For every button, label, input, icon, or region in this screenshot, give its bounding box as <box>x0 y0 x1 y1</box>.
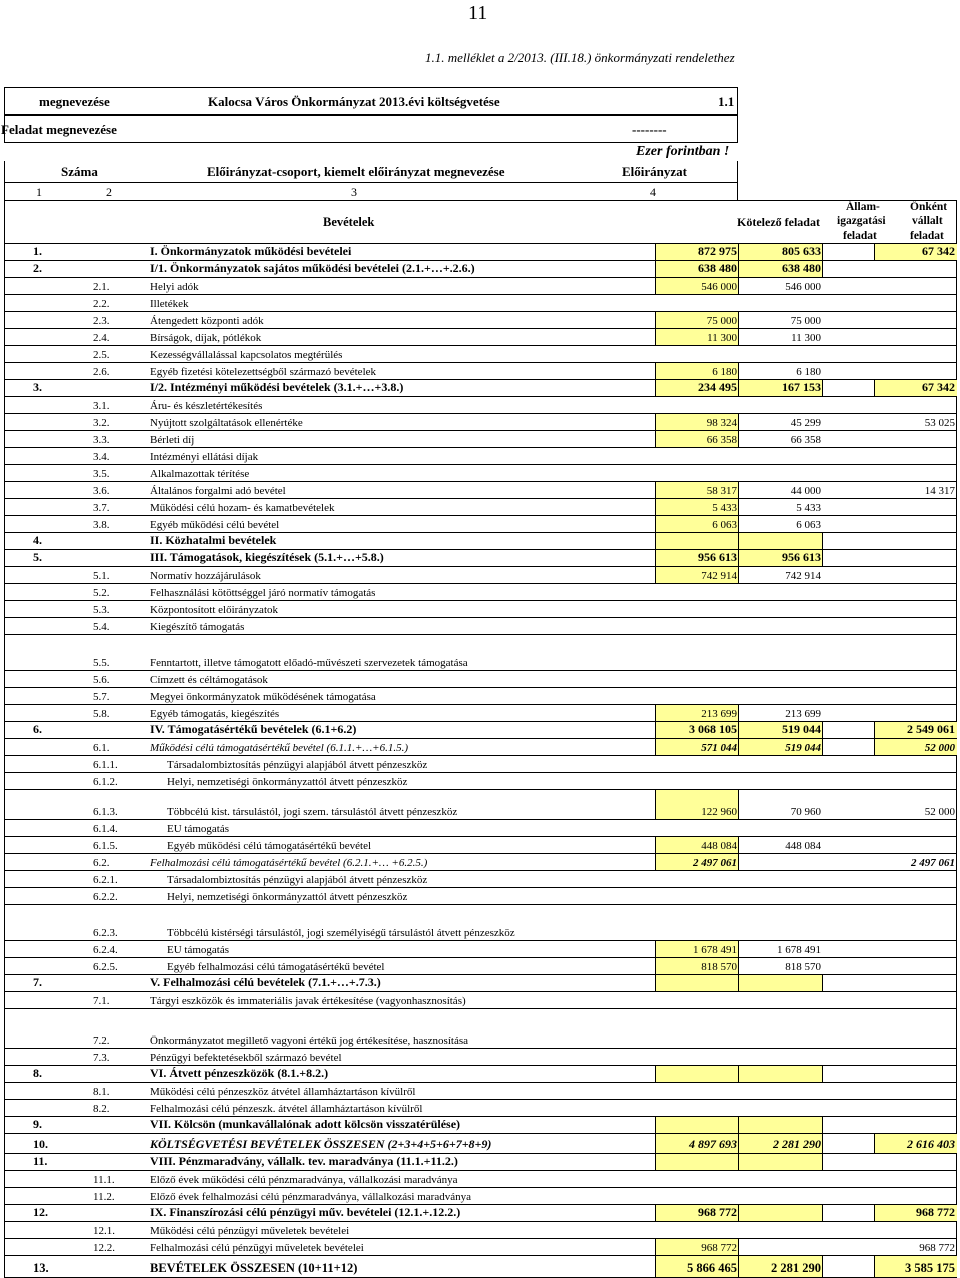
highlight-cell <box>655 1171 739 1187</box>
row-name: EU támogatás <box>167 823 230 835</box>
allam-heading-3: feladat <box>843 230 877 242</box>
row-subnumber: 5.6. <box>93 674 110 686</box>
value-kotelezo-total: 5 433 <box>712 502 737 514</box>
value-allamigazgatasi: 638 480 <box>782 261 821 275</box>
highlight-cell <box>655 888 739 904</box>
table-row <box>5 567 956 584</box>
row-subnumber: 6.1.2. <box>93 776 118 788</box>
row-number: 1. <box>33 244 42 258</box>
task-row <box>1 115 738 143</box>
highlight-cell <box>655 1100 739 1116</box>
row-name: Működési célú pénzeszköz átvétel államháztartáson kívülről <box>150 1086 416 1098</box>
highlight-cell <box>655 820 739 836</box>
col-group: Előirányzat-csoport, kiemelt előirányzat megnevezése <box>207 164 505 179</box>
value-kotelezo-total: 1 678 491 <box>693 944 737 956</box>
value-onkent-vallalt: 2 497 061 <box>911 857 955 869</box>
revenue-rows <box>5 244 956 1278</box>
highlight-cell <box>655 295 739 311</box>
value-kotelezo-total: 98 324 <box>706 417 737 429</box>
highlight-cell <box>655 992 739 1008</box>
column-header-row <box>4 161 738 183</box>
value-onkent-vallalt: 14 317 <box>924 485 955 497</box>
table-row <box>5 414 956 431</box>
row-subnumber: 6.1.4. <box>93 823 118 835</box>
table-row <box>5 688 956 705</box>
table-row <box>5 601 956 618</box>
table-row <box>5 941 956 958</box>
allam-heading-1: Állam- <box>846 201 880 213</box>
highlight-cell <box>655 1066 739 1082</box>
document-title: Kalocsa Város Önkormányzat 2013.évi költségvetése <box>208 94 500 109</box>
row-name: Tárgyi eszközök és immateriális javak értékesítése (vagyonhasznosítás) <box>150 995 466 1007</box>
row-name: Megyei önkormányzatok működésének támogatása <box>150 691 376 703</box>
highlight-cell <box>655 465 739 481</box>
highlight-cell <box>655 688 739 704</box>
row-subnumber: 11.1. <box>93 1174 115 1186</box>
row-name: Átengedett központi adók <box>150 315 264 327</box>
row-subnumber: 6.1.3. <box>93 806 118 818</box>
table-row <box>5 584 956 601</box>
row-subnumber: 6.2.1. <box>93 874 118 886</box>
row-name: Általános forgalmi adó bevétel <box>150 485 286 497</box>
row-name: Egyéb felhalmozási célú támogatásértékű bevétel <box>167 961 385 973</box>
value-kotelezo-total: 234 495 <box>698 380 737 394</box>
highlight-cell <box>739 1205 823 1221</box>
table-row <box>5 1117 956 1134</box>
row-subnumber: 3.4. <box>93 451 110 463</box>
value-kotelezo-total: 75 000 <box>706 315 737 327</box>
table-row <box>5 550 956 567</box>
highlight-cell <box>655 1188 739 1204</box>
row-name: Helyi, nemzetiségi önkormányzattól átvett pénzeszköz <box>167 776 408 788</box>
row-name: Működési célú támogatásértékű bevétel (6.1.1.+…+6.1.5.) <box>150 742 409 754</box>
col-num-4: 4 <box>650 185 656 199</box>
row-name: Többcélú kistérségi társulástól, jogi személyiségű társulástól átvett pénzeszköz <box>167 927 515 939</box>
highlight-cell <box>655 1049 739 1065</box>
allam-heading-2: igazgatási <box>837 215 886 227</box>
table-row <box>5 363 956 380</box>
table-row <box>5 278 956 295</box>
value-allamigazgatasi: 213 699 <box>785 708 821 720</box>
row-name: Normatív hozzájárulások <box>150 570 261 582</box>
value-allamigazgatasi: 11 300 <box>791 332 821 344</box>
row-subnumber: 6.1.5. <box>93 840 118 852</box>
row-name: Intézményi ellátási díjak <box>150 451 259 463</box>
row-subnumber: 6.1. <box>93 742 110 754</box>
highlight-cell <box>655 346 739 362</box>
value-allamigazgatasi: 2 281 290 <box>773 1137 821 1151</box>
value-allamigazgatasi: 519 044 <box>782 722 821 736</box>
row-name: Működési célú hozam- és kamatbevételek <box>150 502 335 514</box>
value-onkent-vallalt: 968 772 <box>916 1205 955 1219</box>
row-name: Előző évek működési célú pénzmaradványa, vállalkozási maradványa <box>150 1174 458 1186</box>
value-kotelezo-total: 872 975 <box>698 244 737 258</box>
row-subnumber: 6.2.5. <box>93 961 118 973</box>
value-kotelezo-total: 6 063 <box>712 519 737 531</box>
row-name: Helyi, nemzetiségi önkormányzattól átvett pénzeszköz <box>167 891 408 903</box>
highlight-cell <box>655 635 739 670</box>
row-subnumber: 3.8. <box>93 519 110 531</box>
value-kotelezo-total: 546 000 <box>701 281 737 293</box>
row-subnumber: 6.2.4. <box>93 944 118 956</box>
table-row <box>5 705 956 722</box>
table-row <box>5 397 956 414</box>
row-name: Egyéb támogatás, kiegészítés <box>150 708 280 720</box>
table-row <box>5 837 956 854</box>
table-row <box>5 1009 956 1049</box>
table-row <box>5 482 956 499</box>
highlight-cell <box>739 533 823 549</box>
row-name: I/1. Önkormányzatok sajátos működési bevételei (2.1.+…+.2.6.) <box>150 261 475 275</box>
table-row <box>5 671 956 688</box>
table-row <box>5 295 956 312</box>
row-name: IV. Támogatásértékű bevételek (6.1+6.2) <box>150 722 357 736</box>
value-allamigazgatasi: 1 678 491 <box>777 944 821 956</box>
value-allamigazgatasi: 519 044 <box>785 742 821 754</box>
value-allamigazgatasi: 546 000 <box>785 281 821 293</box>
table-row <box>5 1066 956 1083</box>
table-row <box>5 380 956 397</box>
table-row <box>5 975 956 992</box>
currency-note: Ezer forintban ! <box>636 144 730 159</box>
table-row <box>5 516 956 533</box>
table-row <box>5 756 956 773</box>
table-row <box>5 1171 956 1188</box>
row-name: Pénzügyi befektetésekből származó bevétel <box>150 1052 342 1064</box>
table-row <box>5 618 956 635</box>
bevetelek-heading: Bevételek <box>323 215 375 229</box>
row-subnumber: 12.1. <box>93 1225 115 1237</box>
row-subnumber: 5.8. <box>93 708 110 720</box>
value-kotelezo-total: 818 570 <box>701 961 737 973</box>
row-name: I/2. Intézményi működési bevételek (3.1.+…+3.8.) <box>150 380 404 394</box>
table-row <box>5 790 956 820</box>
row-subnumber: 5.4. <box>93 621 110 633</box>
row-number: 8. <box>33 1066 42 1080</box>
row-subnumber: 8.1. <box>93 1086 110 1098</box>
table-row <box>5 244 956 261</box>
row-name: VIII. Pénzmaradvány, vállalk. tev. maradványa (11.1.+11.2.) <box>150 1154 458 1168</box>
onkent-heading-2: vállalt <box>912 215 943 227</box>
value-allamigazgatasi: 167 153 <box>782 380 821 394</box>
table-row <box>5 1239 956 1256</box>
row-subnumber: 2.4. <box>93 332 110 344</box>
highlight-cell <box>655 773 739 789</box>
value-allamigazgatasi: 805 633 <box>782 244 821 258</box>
col-eloiranyzat: Előirányzat <box>622 164 687 179</box>
highlight-cell <box>655 584 739 600</box>
value-allamigazgatasi: 75 000 <box>790 315 821 327</box>
value-onkent-vallalt: 52 000 <box>924 742 955 754</box>
value-kotelezo-total: 11 300 <box>707 332 737 344</box>
row-subnumber: 2.5. <box>93 349 110 361</box>
table-row <box>5 854 956 871</box>
row-name: Önkormányzatot megillető vagyoni értékű jog értékesítése, hasznosítása <box>150 1035 468 1047</box>
row-subnumber: 5.3. <box>93 604 110 616</box>
row-name: Egyéb működési célú támogatásértékű bevétel <box>167 840 372 852</box>
highlight-cell <box>739 975 823 991</box>
row-subnumber: 2.2. <box>93 298 110 310</box>
table-row <box>5 448 956 465</box>
annex-note: 1.1. melléklet a 2/2013. (III.18.) önkormányzati rendelethez <box>425 50 735 65</box>
row-subnumber: 2.6. <box>93 366 110 378</box>
row-subnumber: 7.3. <box>93 1052 110 1064</box>
value-allamigazgatasi: 818 570 <box>785 961 821 973</box>
table-row <box>5 1188 956 1205</box>
row-name: Központosított előirányzatok <box>150 604 278 616</box>
highlight-cell <box>655 601 739 617</box>
row-name: Nyújtott szolgáltatások ellenértéke <box>150 417 303 429</box>
value-onkent-vallalt: 3 585 175 <box>905 1261 955 1275</box>
value-kotelezo-total: 968 772 <box>701 1242 737 1254</box>
row-number: 9. <box>33 1117 42 1131</box>
row-number: 10. <box>33 1137 48 1151</box>
value-kotelezo-total: 2 497 061 <box>693 857 737 869</box>
value-allamigazgatasi: 45 299 <box>790 417 821 429</box>
highlight-cell <box>655 871 739 887</box>
highlight-cell <box>655 671 739 687</box>
row-name: Áru- és készletértékesítés <box>150 400 263 412</box>
row-number: 5. <box>33 550 42 564</box>
highlight-cell <box>739 1154 823 1170</box>
row-name: Kezességvállalással kapcsolatos megtérülés <box>150 349 343 361</box>
table-row <box>5 261 956 278</box>
row-subnumber: 6.2. <box>93 857 110 869</box>
row-subnumber: 2.1. <box>93 281 110 293</box>
row-name: Címzett és céltámogatások <box>150 674 268 686</box>
table-row <box>5 1134 956 1154</box>
row-name: Működési célú pénzügyi műveletek bevételei <box>150 1225 350 1237</box>
value-onkent-vallalt: 67 342 <box>922 380 955 394</box>
table-row <box>5 739 956 756</box>
value-onkent-vallalt: 968 772 <box>919 1242 955 1254</box>
column-number-row <box>4 182 738 201</box>
revenue-subheader <box>5 200 956 244</box>
row-name: VI. Átvett pénzeszközök (8.1.+8.2.) <box>150 1066 329 1080</box>
value-allamigazgatasi: 6 063 <box>796 519 821 531</box>
highlight-cell <box>655 618 739 634</box>
value-kotelezo-total: 58 317 <box>706 485 737 497</box>
row-number: 2. <box>33 261 42 275</box>
value-kotelezo-total: 956 613 <box>698 550 737 564</box>
value-kotelezo-total: 638 480 <box>698 261 737 275</box>
row-subnumber: 3.7. <box>93 502 110 514</box>
col-num-1: 1 <box>36 185 42 199</box>
row-name: Felhalmozási célú pénzügyi műveletek bevételei <box>150 1242 364 1254</box>
table-row <box>5 1154 956 1171</box>
row-number: 11. <box>33 1154 48 1168</box>
row-name: II. Közhatalmi bevételek <box>150 533 277 547</box>
value-allamigazgatasi: 5 433 <box>796 502 821 514</box>
value-onkent-vallalt: 67 342 <box>922 244 955 258</box>
row-number: 3. <box>33 380 42 394</box>
table-row <box>5 1049 956 1066</box>
highlight-cell <box>739 1066 823 1082</box>
value-onkent-vallalt: 2 549 061 <box>907 722 955 736</box>
table-row <box>5 992 956 1009</box>
row-name: BEVÉTELEK ÖSSZESEN (10+11+12) <box>150 1261 358 1275</box>
value-onkent-vallalt: 52 000 <box>924 806 955 818</box>
kotelezo-heading: Kötelező feladat <box>737 215 820 229</box>
row-name: Alkalmazottak térítése <box>150 468 250 480</box>
row-name: V. Felhalmozási célú bevételek (7.1.+…+.7.3.) <box>150 975 381 989</box>
row-name: Bérleti díj <box>150 434 195 446</box>
row-subnumber: 2.3. <box>93 315 110 327</box>
value-allamigazgatasi: 448 084 <box>785 840 821 852</box>
onkent-heading-3: feladat <box>910 230 944 242</box>
table-row <box>5 533 956 550</box>
row-subnumber: 7.2. <box>93 1035 110 1047</box>
row-subnumber: 6.2.2. <box>93 891 118 903</box>
row-name: VII. Kölcsön (munkavállalónak adott kölcsön visszatérülése) <box>150 1117 461 1131</box>
table-row <box>5 635 956 671</box>
value-allamigazgatasi: 6 180 <box>796 366 821 378</box>
table-row <box>5 773 956 790</box>
highlight-cell <box>655 1009 739 1048</box>
row-name: Kiegészítő támogatás <box>150 621 245 633</box>
table-row <box>5 499 956 516</box>
highlight-cell <box>655 975 739 991</box>
row-name: Helyi adók <box>150 281 199 293</box>
col-num-2: 2 <box>106 185 112 199</box>
row-name: IX. Finanszírozási célú pénzügyi műv. bevételei (12.1.+.12.2.) <box>150 1205 461 1219</box>
value-allamigazgatasi: 66 358 <box>790 434 821 446</box>
row-name: Egyéb fizetési kötelezettségből származó bevételek <box>150 366 377 378</box>
row-subnumber: 12.2. <box>93 1242 115 1254</box>
highlight-cell <box>655 397 739 413</box>
highlight-cell <box>739 1117 823 1133</box>
table-row <box>5 1205 956 1222</box>
value-onkent-vallalt: 2 616 403 <box>907 1137 955 1151</box>
value-kotelezo-total: 6 180 <box>712 366 737 378</box>
row-number: 12. <box>33 1205 48 1219</box>
value-kotelezo-total: 742 914 <box>701 570 737 582</box>
row-subnumber: 7.1. <box>93 995 110 1007</box>
value-kotelezo-total: 571 044 <box>701 742 737 754</box>
value-allamigazgatasi: 742 914 <box>785 570 821 582</box>
highlight-cell <box>655 533 739 549</box>
row-subnumber: 5.7. <box>93 691 110 703</box>
value-kotelezo-total: 66 358 <box>706 434 737 446</box>
row-name: Egyéb működési célú bevétel <box>150 519 280 531</box>
row-name: Felhalmozási célú támogatásértékű bevétel (6.2.1.+… +6.2.5.) <box>150 857 428 869</box>
highlight-cell <box>655 1083 739 1099</box>
value-kotelezo-total: 122 960 <box>701 806 737 818</box>
row-number: 7. <box>33 975 42 989</box>
table-row <box>5 465 956 482</box>
row-subnumber: 3.3. <box>93 434 110 446</box>
highlight-cell <box>655 756 739 772</box>
value-kotelezo-total: 3 068 105 <box>689 722 737 736</box>
row-name: Illetékek <box>150 298 189 310</box>
row-subnumber: 3.6. <box>93 485 110 497</box>
highlight-cell <box>655 905 739 940</box>
row-subnumber: 11.2. <box>93 1191 115 1203</box>
row-name: Fenntartott, illetve támogatott előadó-művészeti szervezetek támogatása <box>150 657 468 669</box>
row-name: I. Önkormányzatok működési bevételei <box>150 244 352 258</box>
title-row <box>4 87 738 115</box>
row-name: Társadalombiztosítás pénzügyi alapjából átvett pénzeszköz <box>167 874 428 886</box>
highlight-cell <box>655 1117 739 1133</box>
table-row <box>5 431 956 448</box>
row-subnumber: 3.2. <box>93 417 110 429</box>
table-row <box>5 312 956 329</box>
table-row <box>5 905 956 941</box>
table-row <box>5 820 956 837</box>
table-row <box>5 871 956 888</box>
table-row <box>5 958 956 975</box>
row-name: Többcélú kist. társulástól, jogi szem. társulástól átvett pénzeszköz <box>167 806 458 818</box>
value-allamigazgatasi: 956 613 <box>782 550 821 564</box>
value-kotelezo-total: 448 084 <box>701 840 737 852</box>
value-kotelezo-total: 5 866 465 <box>687 1261 737 1275</box>
annex-number: 1.1 <box>718 94 735 109</box>
row-name: III. Támogatások, kiegészítések (5.1.+…+5.8.) <box>150 550 384 564</box>
value-allamigazgatasi: 2 281 290 <box>771 1261 821 1275</box>
row-name: KÖLTSÉGVETÉSI BEVÉTELEK ÖSSZESEN (2+3+4+5+6+7+8+9) <box>150 1137 492 1151</box>
col-num-3: 3 <box>351 185 357 199</box>
row-subnumber: 6.1.1. <box>93 759 118 771</box>
row-number: 4. <box>33 533 42 547</box>
table-row <box>5 1222 956 1239</box>
row-number: 6. <box>33 722 42 736</box>
row-name: EU támogatás <box>167 944 230 956</box>
table-row <box>5 1083 956 1100</box>
highlight-cell <box>655 448 739 464</box>
value-kotelezo-total: 213 699 <box>701 708 737 720</box>
revenue-table <box>4 200 957 1278</box>
value-onkent-vallalt: 53 025 <box>924 417 955 429</box>
row-subnumber: 8.2. <box>93 1103 110 1115</box>
header-label-megnevezese: megnevezése <box>39 94 110 109</box>
row-subnumber: 3.1. <box>93 400 110 412</box>
value-allamigazgatasi: 70 960 <box>790 806 821 818</box>
row-subnumber: 6.2.3. <box>93 927 118 939</box>
row-name: Felhalmozási célú pénzeszk. átvétel államháztartáson kívülről <box>150 1103 423 1115</box>
row-subnumber: 5.1. <box>93 570 110 582</box>
table-row <box>5 888 956 905</box>
row-subnumber: 5.5. <box>93 657 110 669</box>
table-row <box>5 346 956 363</box>
row-name: Bírságok, díjak, pótlékok <box>150 332 262 344</box>
row-number: 13. <box>33 1261 49 1275</box>
row-name: Felhasználási kötöttséggel járó normatív támogatás <box>150 587 376 599</box>
row-name: Társadalombiztosítás pénzügyi alapjából átvett pénzeszköz <box>167 759 428 771</box>
highlight-cell <box>655 1154 739 1170</box>
header-label-feladat: Feladat megnevezése <box>1 122 117 137</box>
header-dashes: -------- <box>632 122 667 137</box>
row-subnumber: 5.2. <box>93 587 110 599</box>
page-number: 11 <box>468 2 488 24</box>
value-allamigazgatasi: 44 000 <box>790 485 821 497</box>
table-row <box>5 329 956 346</box>
row-name: Előző évek felhalmozási célú pénzmaradványa, vállalkozási maradványa <box>150 1191 471 1203</box>
table-row <box>5 1100 956 1117</box>
highlight-cell <box>655 1222 739 1238</box>
table-row <box>5 1256 956 1278</box>
value-kotelezo-total: 968 772 <box>698 1205 737 1219</box>
col-szama: Száma <box>61 164 98 179</box>
onkent-heading-1: Önként <box>910 201 948 213</box>
value-kotelezo-total: 4 897 693 <box>689 1137 737 1151</box>
table-row <box>5 722 956 739</box>
row-subnumber: 3.5. <box>93 468 110 480</box>
